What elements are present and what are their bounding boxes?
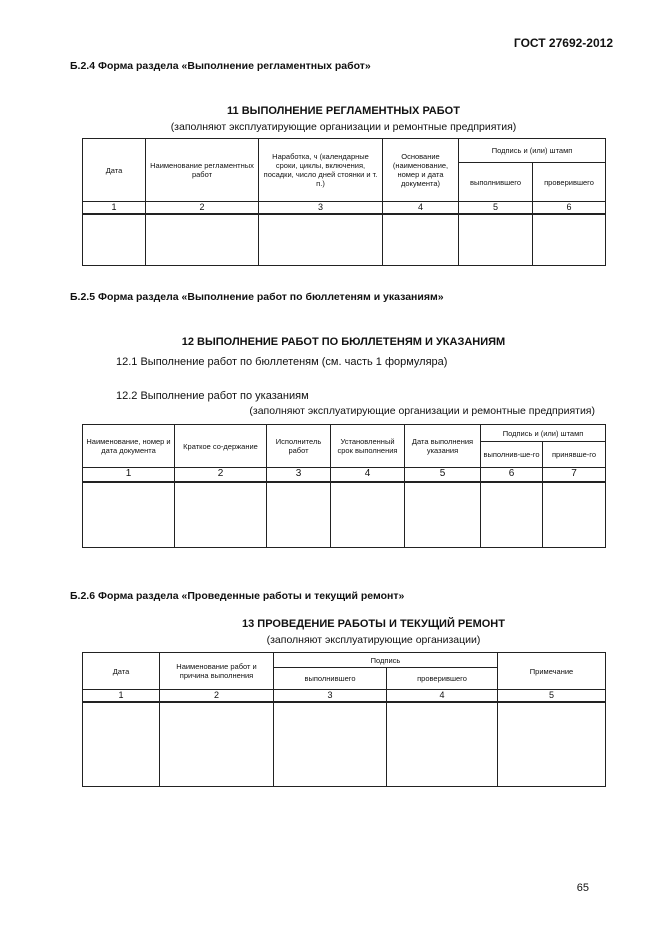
table-cell[interactable] (331, 482, 405, 548)
col-summary: Краткое со-держание (175, 425, 267, 468)
form-subtitle-11: (заполняют эксплуатирующие организации и ремонтные предприятия) (170, 121, 517, 133)
col-number: 5 (459, 202, 533, 215)
form-subtitle-12: (заполняют эксплуатирующие организации и ремонтные предприятия) (249, 405, 595, 417)
table-cell[interactable] (543, 482, 606, 548)
col-date: Дата (83, 139, 146, 202)
col-executor: Исполнитель работ (267, 425, 331, 468)
col-basis: Основание (наименование, номер и дата документа) (383, 139, 459, 202)
col-number: 7 (543, 468, 606, 482)
table-cell[interactable] (405, 482, 481, 548)
col-number: 3 (259, 202, 383, 215)
col-performer: выполнившего (274, 668, 387, 690)
table-cell[interactable] (481, 482, 543, 548)
col-number: 4 (387, 690, 498, 703)
form-title-11: 11 ВЫПОЛНЕНИЕ РЕГЛАМЕНТНЫХ РАБОТ (227, 105, 460, 117)
table-cell[interactable] (160, 702, 274, 786)
col-signature-group: Подпись (274, 653, 498, 668)
standard-header: ГОСТ 27692-2012 (513, 36, 613, 50)
page-number: 65 (576, 882, 589, 894)
table-cell[interactable] (83, 702, 160, 786)
table-current-repair (82, 652, 606, 787)
table-cell[interactable] (274, 702, 387, 786)
table-cell[interactable] (259, 214, 383, 265)
table-instructions-works (82, 424, 606, 548)
col-note: Примечание (498, 653, 606, 690)
col-signature-group: Подпись и (или) штамп (459, 139, 606, 163)
col-number: 2 (175, 468, 267, 482)
col-number: 3 (274, 690, 387, 703)
subsection-12-2: 12.2 Выполнение работ по указаниям (116, 390, 309, 402)
col-runtime: Наработка, ч (календарные сроки, циклы, включения, посадки, число дней стоянки и т. п.) (259, 139, 383, 202)
col-checker: проверившего (387, 668, 498, 690)
col-number: 5 (498, 690, 606, 703)
col-number: 1 (83, 690, 160, 703)
col-number: 2 (146, 202, 259, 215)
subsection-12-1: 12.1 Выполнение работ по бюллетеням (см. часть 1 формуляра) (116, 356, 448, 368)
col-work-name-reason: Наименование работ и причина выполнения (160, 653, 274, 690)
col-number: 6 (533, 202, 606, 215)
section-heading-b25: Б.2.5 Форма раздела «Выполнение работ по бюллетеням и указаниям» (70, 291, 444, 303)
col-signature-group: Подпись и (или) штамп (481, 425, 606, 442)
table-cell[interactable] (459, 214, 533, 265)
col-date: Дата (83, 653, 160, 690)
col-number: 4 (331, 468, 405, 482)
form-subtitle-13: (заполняют эксплуатирующие организации) (266, 634, 481, 646)
table-cell[interactable] (383, 214, 459, 265)
table-cell[interactable] (146, 214, 259, 265)
col-number: 2 (160, 690, 274, 703)
col-acceptor: принявше-го (543, 442, 606, 468)
table-cell[interactable] (498, 702, 606, 786)
col-document: Наименование, номер и дата документа (83, 425, 175, 468)
table-cell[interactable] (83, 482, 175, 548)
col-work-name: Наименование регламентных работ (146, 139, 259, 202)
table-maintenance-works (82, 138, 606, 266)
col-number: 3 (267, 468, 331, 482)
col-number: 6 (481, 468, 543, 482)
col-deadline: Установленный срок выполнения (331, 425, 405, 468)
table-cell[interactable] (267, 482, 331, 548)
table-cell[interactable] (83, 214, 146, 265)
table-cell[interactable] (175, 482, 267, 548)
col-number: 4 (383, 202, 459, 215)
form-title-12: 12 ВЫПОЛНЕНИЕ РАБОТ ПО БЮЛЛЕТЕНЯМ И УКАЗАНИЯМ (181, 336, 506, 348)
col-performer: выполнившего (459, 163, 533, 202)
table-cell[interactable] (387, 702, 498, 786)
section-heading-b24: Б.2.4 Форма раздела «Выполнение регламентных работ» (70, 60, 371, 72)
table-cell[interactable] (533, 214, 606, 265)
col-number: 1 (83, 468, 175, 482)
col-performer: выполнив-ше-го (481, 442, 543, 468)
form-title-13: 13 ПРОВЕДЕНИЕ РАБОТЫ И ТЕКУЩИЙ РЕМОНТ (242, 618, 505, 630)
col-execution-date: Дата выполнения указания (405, 425, 481, 468)
section-heading-b26: Б.2.6 Форма раздела «Проведенные работы и текущий ремонт» (70, 590, 405, 602)
col-number: 1 (83, 202, 146, 215)
col-number: 5 (405, 468, 481, 482)
col-checker: проверившего (533, 163, 606, 202)
